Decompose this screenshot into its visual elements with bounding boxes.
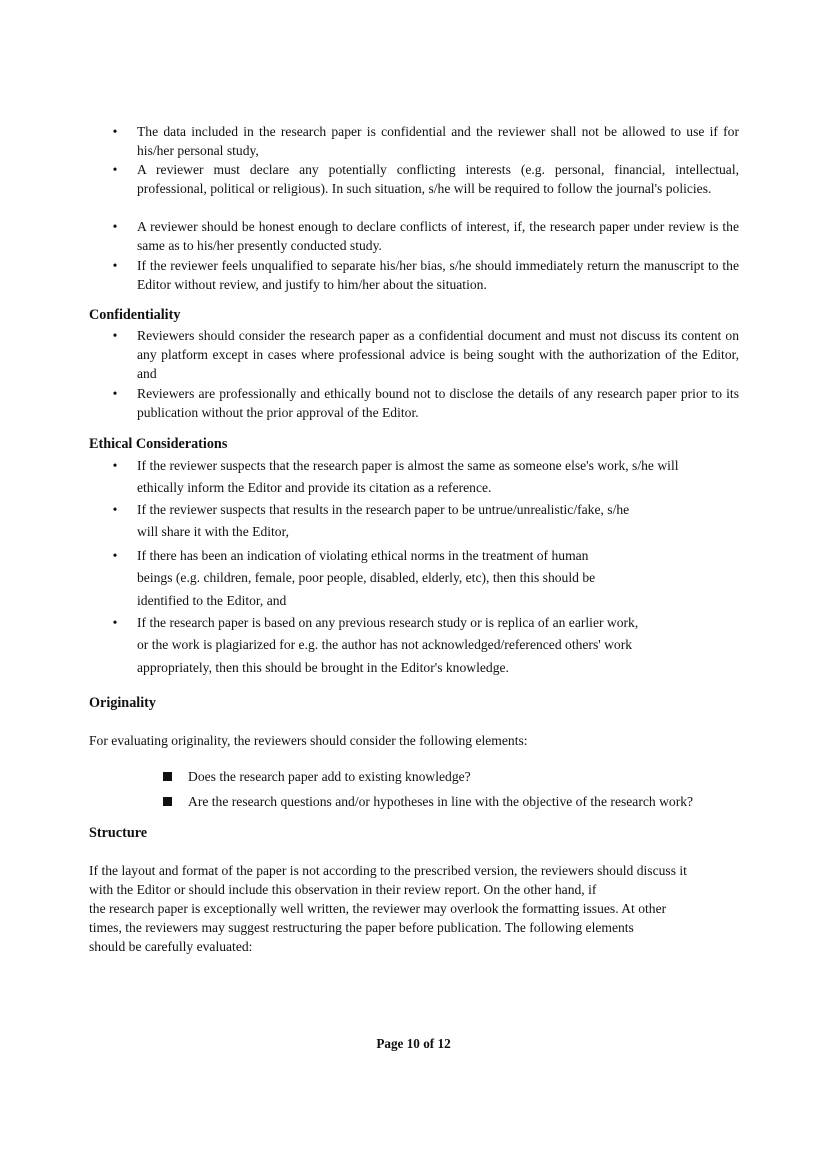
structure-paragraph — [89, 861, 739, 956]
list-item: If the reviewer feels unqualified to separate his/her bias, s/he should immediately return the manuscript to the Editor without review, and justify to him/her about the situation. — [137, 258, 739, 293]
bullet-icon: • — [112, 615, 118, 630]
list-item: Reviewers are professionally and ethically bound not to disclose the details of any research paper prior to its publication without the prior approval of the Editor. — [137, 386, 739, 421]
square-bullet-icon — [163, 772, 172, 781]
bullet-icon: • — [112, 386, 118, 401]
ethical-heading: Ethical Considerations — [89, 436, 228, 452]
list-item: The data included in the research paper is confidential and the reviewer shall not be allowed to use if for his/her personal study, — [137, 124, 739, 159]
paragraph-line: should be carefully evaluated: — [89, 939, 253, 954]
paragraph-line: If the layout and format of the paper is not according to the prescribed version, the reviewers should discuss it — [89, 863, 687, 878]
list-item-line: If the reviewer suspects that the research paper is almost the same as someone else's work, s/he will — [137, 458, 679, 473]
list-item: Does the research paper add to existing knowledge? — [188, 769, 471, 784]
bullet-icon: • — [112, 548, 118, 563]
paragraph-line: with the Editor or should include this observation in their review report. On the other hand, if — [89, 882, 597, 897]
structure-heading: Structure — [89, 825, 148, 841]
list-item: A reviewer should be honest enough to declare conflicts of interest, if, the research paper under review is the same as to his/her presently conducted study. — [137, 219, 739, 254]
originality-heading: Originality — [89, 695, 156, 711]
bullet-icon: • — [112, 328, 118, 343]
bullet-icon: • — [112, 124, 118, 139]
bullet-icon: • — [112, 502, 118, 517]
list-item-line: or the work is plagiarized for e.g. the author has not acknowledged/referenced others' work — [137, 637, 633, 653]
list-item-line: If the research paper is based on any previous research study or is replica of an earlier work, — [137, 615, 639, 630]
originality-intro: For evaluating originality, the reviewers should consider the following elements: — [89, 733, 528, 748]
bullet-icon: • — [112, 219, 118, 234]
list-item: Are the research questions and/or hypotheses in line with the objective of the research work? — [188, 794, 694, 809]
bullet-icon: • — [112, 162, 118, 177]
list-item — [137, 612, 757, 679]
list-item-line: If the reviewer suspects that results in the research paper to be untrue/unrealistic/fake, s/he — [137, 502, 630, 517]
list-item — [137, 455, 757, 500]
list-item-line: beings (e.g. children, female, poor people, disabled, elderly, etc), then this should be — [137, 570, 596, 586]
bullet-icon: • — [112, 458, 118, 473]
list-item-line: appropriately, then this should be brought in the Editor's knowledge. — [137, 659, 509, 675]
confidentiality-heading: Confidentiality — [89, 307, 181, 323]
list-item-line: ethically inform the Editor and provide its citation as a reference. — [137, 480, 492, 496]
list-item-line: If there has been an indication of violating ethical norms in the treatment of human — [137, 548, 589, 563]
list-item: A reviewer must declare any potentially conflicting interests (e.g. personal, financial, intellectual, professional, political or religious). In such situation, s/he will be required to follow the journal's policies. — [137, 162, 739, 197]
bullet-icon: • — [112, 258, 118, 273]
paragraph-line: the research paper is exceptionally well written, the reviewer may overlook the formatting issues. At other — [89, 901, 667, 916]
paragraph-line: times, the reviewers may suggest restructuring the paper before publication. The following elements — [89, 920, 634, 935]
list-item — [137, 545, 757, 612]
page-number: Page 10 of 12 — [376, 1036, 451, 1051]
list-item-line: will share it with the Editor, — [137, 524, 289, 540]
list-item-line: identified to the Editor, and — [137, 592, 287, 608]
square-bullet-icon — [163, 797, 172, 806]
list-item — [137, 499, 757, 544]
list-item: Reviewers should consider the research paper as a confidential document and must not discuss its content on any platform except in cases where professional advice is being sought with the authorization of the Editor, and — [137, 328, 739, 382]
